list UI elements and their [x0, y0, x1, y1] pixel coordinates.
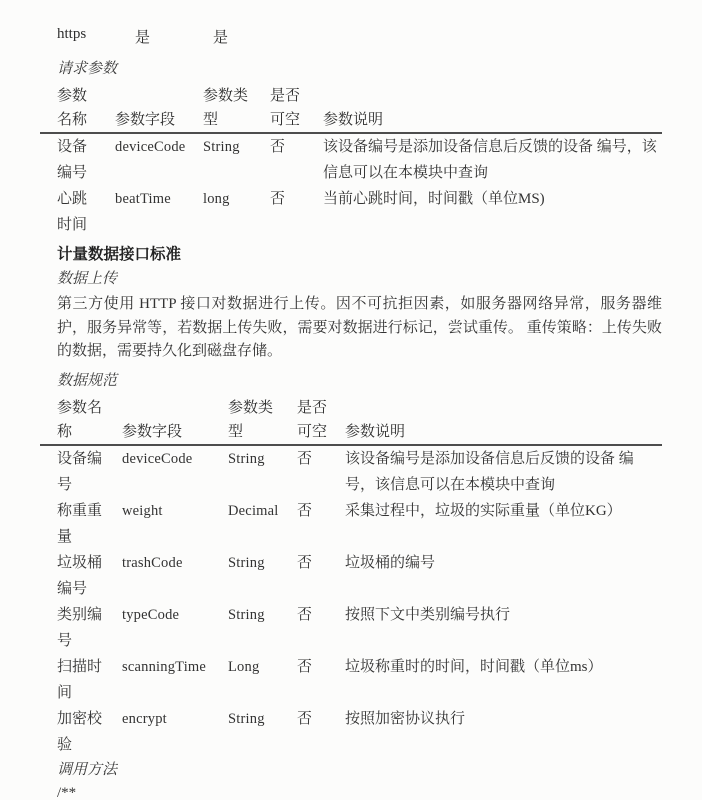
data-upload-heading: 数据上传 [57, 271, 118, 287]
param-field: scanningTime [122, 658, 207, 675]
param-type: String [228, 554, 265, 571]
table-row [40, 446, 662, 498]
table-row [40, 498, 662, 550]
protocol-value: https [57, 26, 87, 42]
param-nullable: 否 [270, 191, 286, 207]
table-row [40, 186, 662, 238]
param-desc: 垃圾桶的编号 [345, 554, 436, 571]
param-name: 心跳 时间 [57, 191, 88, 233]
param-name: 称重重 量 [57, 502, 103, 545]
table-row [40, 602, 662, 654]
param-name: 设备编 号 [57, 450, 103, 493]
upload-paragraph: 第三方使用 HTTP 接口对数据进行上传。因不可抗拒因素，如服务器网络异常，服务器维护，服务异常等，若数据上传失败，需要对数据进行标记，尝试重传。 重传策略：上传失败的数据，需要持久化到磁盘存储。 [57, 296, 662, 359]
param-name: 垃圾桶 编号 [57, 554, 103, 597]
param-type: String [228, 606, 265, 623]
param-desc: 当前心跳时间，时间戳（单位MS) [323, 191, 545, 207]
param-nullable: 否 [297, 606, 313, 623]
param-field: deviceCode [122, 450, 193, 467]
param-type: long [203, 191, 230, 207]
param-desc: 该设备编号是添加设备信息后反馈的设备 编号，该信息可以在本模块中查询 [323, 139, 657, 181]
comment-open-line: /** [57, 784, 77, 800]
param-type: Long [228, 658, 260, 675]
param-nullable: 否 [297, 502, 313, 519]
param-nullable: 否 [297, 658, 313, 675]
param-type: String [228, 710, 265, 727]
param-field: encrypt [122, 710, 167, 727]
param-desc: 采集过程中，垃圾的实际重量（单位KG） [345, 502, 622, 519]
data-spec-table [40, 396, 662, 758]
param-field: weight [122, 502, 163, 519]
param-desc: 该设备编号是添加设备信息后反馈的设备 编号，该信息可以在本模块中查询 [345, 450, 634, 493]
table-row [40, 654, 662, 706]
param-field: deviceCode [115, 139, 186, 155]
data-table-header [40, 396, 662, 444]
header-param-field: 参数字段 [115, 112, 176, 128]
param-desc: 按照加密协议执行 [345, 710, 466, 727]
protocol-row [40, 26, 662, 48]
param-field: trashCode [122, 554, 183, 571]
header-param-desc: 参数说明 [323, 112, 384, 128]
table-row [40, 706, 662, 758]
header-nullable: 是否 可空 [297, 399, 328, 440]
request-params-table [40, 84, 662, 238]
request-table-header [40, 84, 662, 132]
param-nullable: 否 [297, 710, 313, 727]
param-nullable: 否 [297, 554, 313, 571]
param-name: 扫描时 间 [57, 658, 103, 701]
protocol-flag-1: 是 [135, 30, 151, 46]
param-type: Decimal [228, 502, 279, 519]
param-type: String [203, 139, 240, 155]
param-desc: 按照下文中类别编号执行 [345, 606, 511, 623]
param-nullable: 否 [297, 450, 313, 467]
param-name: 设备 编号 [57, 139, 88, 181]
header-param-desc: 参数说明 [345, 423, 406, 440]
header-param-type: 参数类 型 [203, 88, 249, 128]
param-type: String [228, 450, 265, 467]
header-param-name: 参数名 称 [57, 399, 103, 440]
param-name: 类别编 号 [57, 606, 103, 649]
header-param-type: 参数类 型 [228, 399, 274, 440]
data-spec-heading: 数据规范 [57, 372, 118, 389]
param-nullable: 否 [270, 139, 286, 155]
param-field: beatTime [115, 191, 171, 207]
table-row [40, 134, 662, 186]
invoke-method-heading: 调用方法 [57, 761, 118, 778]
header-param-field: 参数字段 [122, 423, 183, 440]
header-param-name: 参数 名称 [57, 88, 88, 128]
param-field: typeCode [122, 606, 180, 623]
table-row [40, 550, 662, 602]
header-nullable: 是否 可空 [270, 88, 301, 128]
request-params-heading: 请求参数 [57, 61, 118, 77]
metering-standard-heading: 计量数据接口标准 [57, 246, 182, 263]
param-desc: 垃圾称重时的时间，时间戳（单位ms） [345, 658, 603, 675]
protocol-flag-2: 是 [213, 30, 229, 46]
param-name: 加密校 验 [57, 710, 103, 753]
